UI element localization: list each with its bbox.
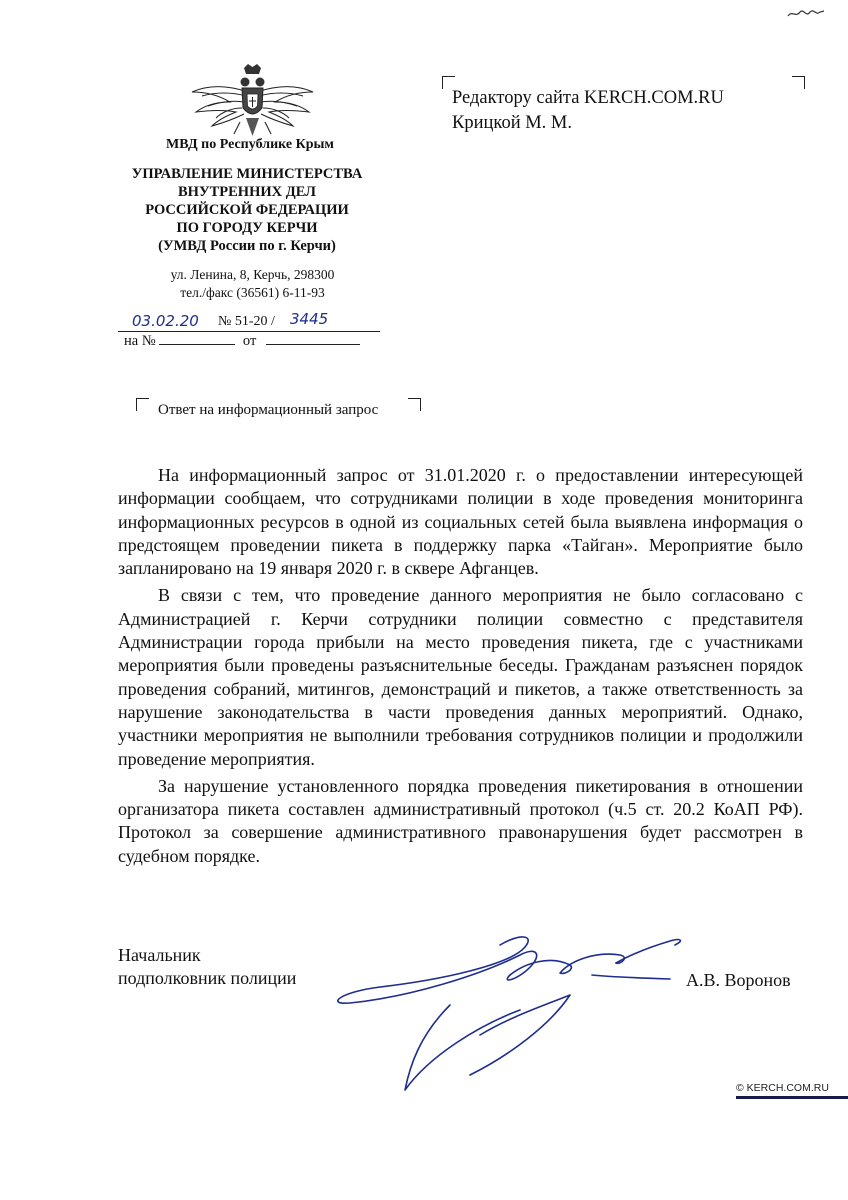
org-short-name: (УМВД России по г. Керчи) xyxy=(158,238,336,254)
reply-reference-line xyxy=(124,332,360,350)
body-paragraph: За нарушение установленного порядка проведения пикетирования в отношении организатора пикета составлен административный протокол (ч.5 ст. 20.2 КоАП РФ). Протокол за совершение административного правонарушения будет рассмотрен в судебном порядке. xyxy=(118,775,803,866)
reply-to-blank xyxy=(159,332,235,345)
registration-line xyxy=(118,312,380,334)
corner-mark xyxy=(136,398,149,411)
org-line: УПРАВЛЕНИЕ МИНИСТЕРСТВА xyxy=(131,166,363,182)
recipient-name: Крицкой М. М. xyxy=(452,113,572,133)
letter-body xyxy=(118,464,803,872)
org-line: ВНУТРЕННИХ ДЕЛ xyxy=(178,184,316,200)
recipient-block xyxy=(452,86,724,136)
ministry-name: МВД по Республике Крым xyxy=(166,137,334,152)
subject-line: Ответ на информационный запрос xyxy=(158,402,379,418)
reg-number-handwritten: 3445 xyxy=(290,310,329,328)
reply-to-label: на № xyxy=(124,333,156,349)
signatory-rank: подполковник полиции xyxy=(118,968,297,988)
signatory-name: А.В. Воронов xyxy=(686,970,791,990)
signature-icon xyxy=(320,925,700,1100)
corner-mark xyxy=(792,76,805,89)
watermark-bar xyxy=(736,1096,848,1099)
recipient-position: Редактору сайта KERCH.COM.RU xyxy=(452,88,724,108)
body-paragraph: В связи с тем, что проведение данного мероприятия не было согласовано с Администрацией г. Керчи сотрудники полиции совместно с представителя Администрации города прибыли на место проведения пикета, где с участниками мероприятия были проведены разъяснительные беседы. Гражданам разъяснен порядок проведения собраний, митингов, демонстраций и пикетов, а также ответственность за нарушение законодательства в части проведения данных мероприятий. Однако, участники мероприятия не выполнили требования сотрудников полиции и продолжили проведение мероприятия. xyxy=(118,585,803,769)
reply-from-label: от xyxy=(242,333,257,349)
organization-name xyxy=(112,165,382,255)
signatory-position: Начальник xyxy=(118,945,201,965)
phone-fax: тел./факс (36561) 6-11-93 xyxy=(180,285,325,300)
site-watermark: © KERCH.COM.RU xyxy=(736,1082,829,1094)
org-line: ПО ГОРОДУ КЕРЧИ xyxy=(176,220,318,236)
reg-number-prefix: № 51-20 / xyxy=(218,314,275,329)
handwritten-mark-icon xyxy=(786,6,826,20)
org-line: РОССИЙСКОЙ ФЕДЕРАЦИИ xyxy=(145,202,349,218)
reply-from-blank xyxy=(266,332,360,345)
corner-mark xyxy=(408,398,421,411)
reg-date-handwritten: 03.02.20 xyxy=(132,312,199,330)
mvd-emblem-icon xyxy=(190,62,315,140)
address: ул. Ленина, 8, Керчь, 298300 xyxy=(170,267,335,282)
body-paragraph: На информационный запрос от 31.01.2020 г. о предоставлении интересующей информации сообщаем, что сотрудниками полиции в ходе проведения мониторинга информационных ресурсов в одной из социальных сетей была выявлена информация о предстоящем проведении пикета в поддержку парка «Тайган». Мероприятие было запланировано на 19 января 2020 г. в сквере Афганцев. xyxy=(118,465,803,579)
signatory-title xyxy=(118,944,296,990)
contact-block xyxy=(150,266,355,302)
